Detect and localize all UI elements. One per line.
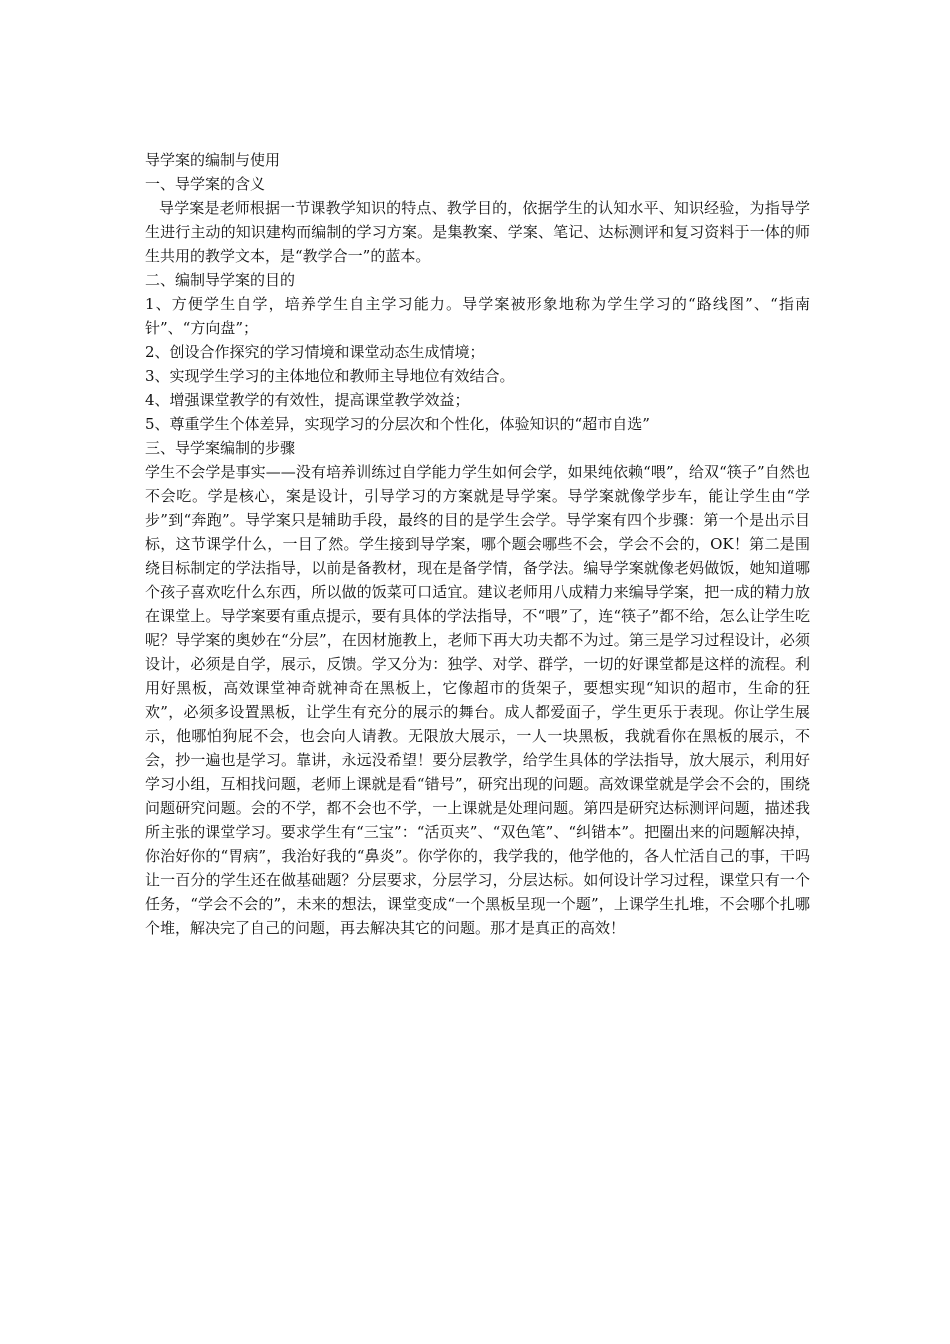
section-1-heading: 一、导学案的含义 <box>145 175 266 193</box>
list-item: 4、增强课堂教学的有效性，提高课堂教学效益； <box>145 391 470 409</box>
section-1-body: 导学案是老师根据一节课教学知识的特点、教学目的，依据学生的认知水平、知识经验，为指导学生进行主动的知识建构而编制的学习方案。是集教案、学案、笔记、达标测评和复习资料于一体的师生共用的教学文本，是“教学合一”的蓝本。 <box>145 199 810 265</box>
list-item: 2、创设合作探究的学习情境和课堂动态生成情境； <box>145 343 485 361</box>
section-3-heading: 三、导学案编制的步骤 <box>145 439 296 457</box>
list-item: 5、尊重学生个体差异，实现学习的分层次和个性化，体验知识的“超市自选” <box>145 415 650 433</box>
document-title: 导学案的编制与使用 <box>145 151 281 169</box>
list-item: 1、方便学生自学，培养学生自主学习能力。导学案被形象地称为学生学习的“路线图”、“指南针”、“方向盘”； <box>145 295 810 337</box>
list-item: 3、实现学生学习的主体地位和教师主导地位有效结合。 <box>145 367 515 385</box>
document-page <box>145 148 810 940</box>
section-3-body: 学生不会学是事实——没有培养训练过自学能力学生如何会学，如果纯依赖“喂”，给双“筷子”自然也不会吃。学是核心，案是设计，引导学习的方案就是导学案。导学案就像学步车，能让学生由“学步”到“奔跑”。导学案只是辅助手段，最终的目的是学生会学。导学案有四个步骤：第一个是出示目标，这节课学什么，一目了然。学生接到导学案，哪个题会哪些不会，学会不会的，OK！第二是围绕目标制定的学法指导，以前是备教材，现在是备学情，备学法。编导学案就像老妈做饭，她知道哪个孩子喜欢吃什么东西，所以做的饭菜可口适宜。建议老师用八成精力来编导学案，把一成的精力放在课堂上。导学案要有重点提示，要有具体的学法指导，不“喂”了，连“筷子”都不给，怎么让学生吃呢？导学案的奥妙在“分层”，在因材施教上，老师下再大功夫都不为过。第三是学习过程设计，必须设计，必须是自学，展示，反馈。学又分为：独学、对学、群学，一切的好课堂都是这样的流程。利用好黑板，高效课堂神奇就神奇在黑板上，它像超市的货架子，要想实现“知识的超市，生命的狂欢”，必须多设置黑板，让学生有充分的展示的舞台。成人都爱面子，学生更乐于表现。你让学生展示，他哪怕狗屁不会，也会向人请教。无限放大展示，一人一块黑板，我就看你在黑板的展示，不会，抄一遍也是学习。靠讲，永远没希望！要分层教学，给学生具体的学法指导，放大展示，利用好学习小组，互相找问题，老师上课就是看“错号”，研究出现的问题。高效课堂就是学会不会的，围绕问题研究问题。会的不学，都不会也不学，一上课就是处理问题。第四是研究达标测评问题，描述我所主张的课堂学习。要求学生有“三宝”：“活页夹”、“双色笔”、“纠错本”。把圈出来的问题解决掉，你治好你的“胃病”，我治好我的“鼻炎”。你学你的，我学我的，他学他的，各人忙活自己的事，干吗让一百分的学生还在做基础题？分层要求，分层学习，分层达标。如何设计学习过程，课堂只有一个任务，“学会不会的”，未来的想法，课堂变成“一个黑板呈现一个题”，上课学生扎堆，不会哪个扎哪个堆，解决完了自己的问题，再去解决其它的问题。那才是真正的高效！ <box>145 463 810 937</box>
section-2-heading: 二、编制导学案的目的 <box>145 271 296 289</box>
